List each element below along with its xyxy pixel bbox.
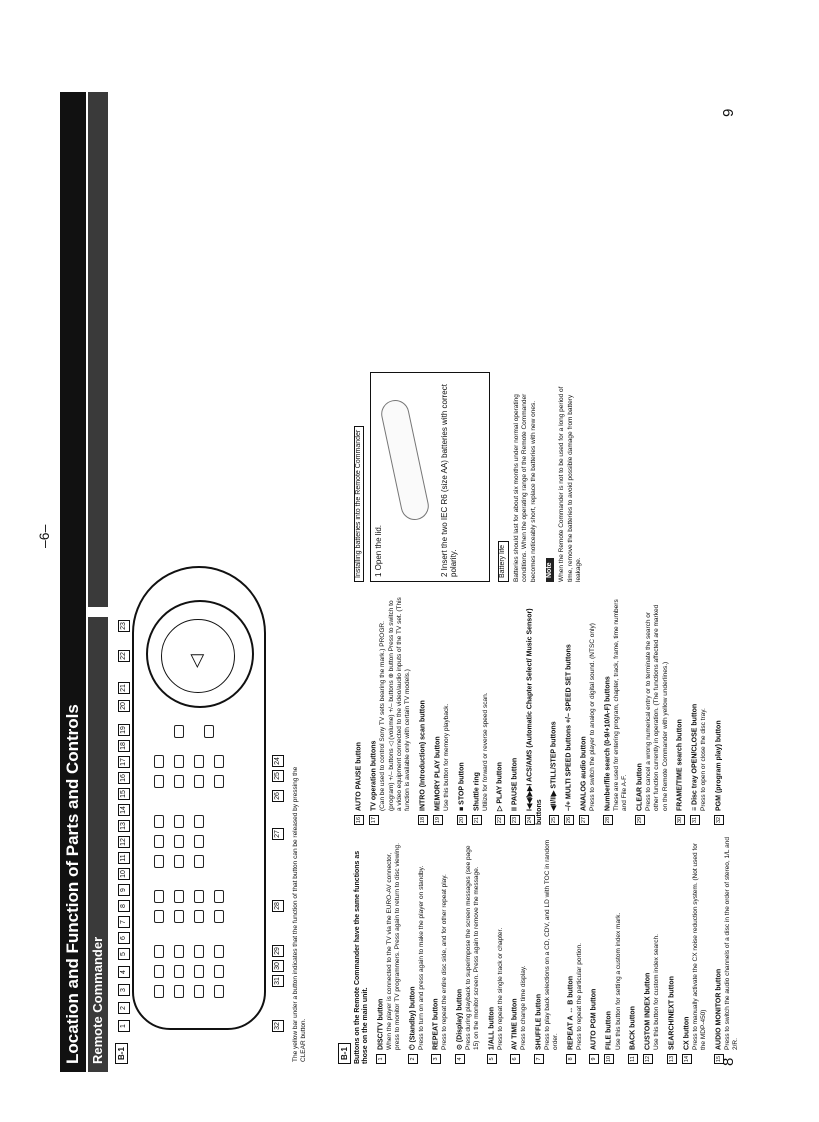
item-title: –/+ MULTI SPEED buttons +/– SPEED SET buttons	[565, 644, 573, 811]
page-number-left: 8	[720, 1057, 737, 1066]
item-number: 16	[356, 816, 362, 824]
item-title: II PAUSE button	[512, 757, 520, 811]
remote-commander-illustration	[132, 566, 266, 1030]
section-title: Remote Commander	[90, 936, 105, 1064]
item-description: Press to repeat the particular portion.	[575, 943, 583, 1050]
list-item	[714, 836, 741, 1064]
item-number: 7	[534, 1054, 544, 1064]
list-item	[408, 836, 427, 1064]
list-item	[579, 597, 598, 825]
list-item	[431, 836, 450, 1064]
item-description: Use this button for custom index search.	[653, 934, 661, 1050]
item-number: 22	[497, 816, 504, 824]
remote-key	[214, 775, 224, 788]
remote-key	[154, 775, 164, 788]
item-description: Press to repeat the entire disc side, and for other repeat play.	[441, 874, 449, 1050]
list-item	[487, 836, 506, 1064]
remote-key	[194, 890, 204, 903]
remote-key	[154, 855, 164, 868]
item-number: 29	[636, 816, 643, 824]
item-description: Press to change time display.	[520, 965, 528, 1050]
remote-key	[154, 815, 164, 828]
remote-key	[154, 835, 164, 848]
callout: 11	[118, 852, 130, 864]
remote-key	[194, 855, 204, 868]
item-number: 18	[419, 816, 426, 824]
item-number: 15	[715, 1055, 722, 1063]
remote-key	[174, 985, 184, 998]
intro-text: Buttons on the Remote Commander have the same functions as those on the main unit.	[354, 850, 370, 1064]
remote-key	[214, 945, 224, 958]
list-column-1	[354, 836, 746, 1064]
item-description: Press to repeat the single track or chapter.	[496, 927, 504, 1050]
item-number: 25	[550, 816, 557, 824]
item-title: AUTO PGM button	[591, 988, 598, 1050]
item-number: 30	[677, 816, 684, 824]
remote-key	[214, 985, 224, 998]
remote-key	[214, 755, 224, 768]
item-number: 9	[589, 1054, 599, 1064]
item-number: 14	[683, 1055, 690, 1063]
item-title: Shuttle ring	[473, 772, 481, 811]
item-description: Press to cancel a wrong numerical entry or to terminate the search or other function currently in operation. (The functions affected are marked on the Remote Commander with yellow underlines.)	[644, 604, 669, 811]
item-title: 1/ALL button	[488, 1006, 496, 1050]
callout: 15	[118, 788, 130, 800]
callout: 8	[118, 900, 130, 912]
list-item	[376, 836, 403, 1064]
list-item	[433, 597, 452, 825]
remote-key	[174, 910, 184, 923]
item-title: I◀◀/▶▶I ACS/AMS (Automatic Chapter Select/ Music Sensor) buttons	[527, 608, 543, 825]
remote-key	[194, 815, 204, 828]
remote-key	[174, 835, 184, 848]
list-item	[589, 836, 599, 1064]
remote-key	[154, 890, 164, 903]
note-title: Note	[546, 558, 554, 582]
callout: 25	[272, 770, 284, 782]
callout: 3	[118, 984, 130, 996]
list-item	[510, 836, 529, 1064]
item-title: BACK button	[629, 1006, 637, 1050]
item-number: 10	[606, 1055, 613, 1063]
item-title: SEARCH/NEXT button	[668, 976, 676, 1050]
callout: 10	[118, 868, 130, 880]
page-title: Location and Function of Parts and Controls	[63, 704, 82, 1064]
list-item	[510, 597, 520, 825]
item-title: AV TIME button	[512, 998, 519, 1050]
list-item	[714, 597, 724, 825]
section-bar	[88, 617, 108, 1072]
list-item	[628, 836, 638, 1064]
title-bar	[60, 92, 86, 1072]
callout: 20	[118, 700, 130, 712]
list-item	[604, 836, 623, 1064]
item-number: 31	[692, 816, 699, 824]
list-item	[667, 836, 677, 1064]
item-number: 24	[527, 816, 534, 824]
item-number: 13	[668, 1055, 675, 1063]
callout: 19	[118, 724, 130, 736]
item-title: CUSTOM INDEX button	[644, 972, 652, 1050]
battery-life-title: Battery life	[498, 541, 508, 582]
callout: 17	[118, 756, 130, 768]
list-item	[564, 597, 574, 825]
remote-key	[194, 910, 204, 923]
item-description: Press to turn on and press again to make the player on standby.	[417, 865, 425, 1050]
list-item	[566, 836, 585, 1064]
item-title: PGM (program play) button	[715, 720, 723, 811]
item-description: Press to open or close the disc tray.	[700, 708, 708, 811]
list-item	[418, 597, 428, 825]
callout: 12	[118, 836, 130, 848]
remote-key	[154, 945, 164, 958]
list-item	[675, 597, 685, 825]
center-page-number: –6–	[36, 524, 52, 548]
item-title: CX button	[683, 1016, 691, 1050]
remote-lid-illustration	[379, 397, 432, 522]
battery-box	[370, 372, 490, 582]
callout: 28	[272, 900, 284, 912]
remote-key	[214, 910, 224, 923]
list-item	[457, 597, 467, 825]
list-column-2	[354, 597, 729, 825]
item-title: FILE button	[606, 1011, 614, 1050]
battery-step-2: 2 Insert the two IEC R6 (size AA) batteries with correct polarity.	[440, 384, 458, 577]
item-title: AUTO PAUSE button	[355, 742, 363, 811]
item-number: 28	[604, 816, 611, 824]
item-description: Press to switch the audio channels of a disc in the order of stereo, 1/L and 2/R.	[723, 837, 740, 1050]
remote-key	[174, 855, 184, 868]
item-description: When the player is connected to the TV via the EURO-AV connector, press to monitor TV programmers. Press again to return to disc viewing.	[385, 843, 402, 1050]
battery-column	[354, 372, 584, 582]
item-description: Press to manually activate the CX noise reduction system. (Not used for the MDP-450)	[691, 842, 708, 1050]
callout: 6	[118, 932, 130, 944]
remote-key	[174, 725, 184, 738]
remote-key	[154, 755, 164, 768]
diagram-footnote: The yellow bar under a button indicates that the function of that button can be released by pressing the CLEAR button.	[292, 766, 308, 1062]
list-tag: B-1	[338, 1043, 351, 1064]
callout: 26	[272, 790, 284, 802]
remote-key	[194, 945, 204, 958]
rotated-manual-page	[60, 92, 760, 1072]
callout: 5	[118, 948, 130, 960]
callout: 14	[118, 804, 130, 816]
item-title: REPEAT A ↔ B button	[567, 975, 575, 1050]
list-item	[643, 836, 662, 1064]
callout: 16	[118, 772, 130, 784]
item-title: MEMORY PLAY button	[434, 736, 442, 811]
item-title: AUDIO MONITOR button	[715, 968, 723, 1050]
callout: 13	[118, 820, 130, 832]
item-description: These are used for entering program, chapter, track, frame, time numbers and File A-F.	[612, 599, 629, 811]
callout: 29	[272, 945, 284, 957]
remote-key	[194, 755, 204, 768]
remote-key	[214, 965, 224, 978]
callout: 21	[118, 682, 130, 694]
item-title: FRAME/TIME search button	[676, 719, 684, 811]
list-item	[354, 597, 364, 825]
remote-key	[154, 965, 164, 978]
item-number: 4	[455, 1054, 465, 1064]
remote-key	[174, 890, 184, 903]
item-number: 6	[510, 1054, 520, 1064]
remote-key	[194, 985, 204, 998]
remote-key	[194, 835, 204, 848]
item-description: Press during playback to superimpose the screen messages (see page 15) on the monitor screen. Press again to remove the message.	[464, 845, 481, 1050]
list-item	[603, 597, 630, 825]
battery-life-text: Batteries should last for about six months under normal operating conditions. When the operating range of the Remote Commander becomes noticeably short, replace the batteries with new ones.	[512, 393, 537, 582]
item-title: ⊙ (Display) button	[456, 988, 464, 1050]
list-item	[495, 597, 505, 825]
item-title: INTRO (Introduction) scan button	[419, 700, 427, 811]
remote-key	[214, 890, 224, 903]
item-title: SHUFFLE button	[535, 994, 543, 1050]
remote-key	[154, 985, 164, 998]
callout: 18	[118, 740, 130, 752]
callout: 4	[118, 966, 130, 978]
list-item	[534, 836, 561, 1064]
item-title: ◀II/II▶ STILL/STEP buttons	[550, 721, 558, 811]
item-description: (Can be used to control Sony TV sets bearing the mark.) PROGR. (program) +/– buttons ◁ (volume) +/– buttons ⊕ button Press to switch to a video equipment connected to the video/audio inputs of the TV set. (This function is available only with certain TV models.)	[379, 597, 412, 811]
item-title: ▷ PLAY button	[496, 762, 504, 811]
list-item	[635, 597, 670, 825]
list-item	[525, 597, 544, 825]
play-triangle-icon: ◁	[186, 654, 206, 668]
item-number: 3	[431, 1054, 441, 1064]
item-title: TV operation buttons	[370, 740, 378, 811]
remote-key	[174, 965, 184, 978]
callout: 7	[118, 916, 130, 928]
item-number: 8	[566, 1054, 576, 1064]
battery-section-title: Installing batteries into the Remote Commander	[354, 426, 364, 582]
item-number: 1	[376, 1054, 386, 1064]
callout: 23	[118, 620, 130, 632]
item-title: ■ STOP button	[458, 762, 466, 811]
item-number: 2	[408, 1054, 418, 1064]
item-number: 17	[371, 816, 378, 824]
remote-key	[194, 965, 204, 978]
remote-key	[154, 910, 164, 923]
list-item	[472, 597, 491, 825]
item-title: DISC/TV button	[377, 998, 385, 1050]
callout: 31	[272, 975, 284, 987]
item-number: 23	[512, 816, 519, 824]
remote-key	[204, 725, 214, 738]
item-description: Press to play back selections on a CD, CDV, and LD with TOC in random order.	[543, 839, 560, 1050]
callout: 9	[118, 884, 130, 896]
page-number-right: 9	[720, 108, 737, 117]
item-description: Utilize for forward or reverse speed scan.	[481, 692, 489, 811]
callout: 32	[272, 1020, 284, 1032]
item-title: ⏻ (Standby) button	[409, 986, 417, 1050]
item-description: Use this button for memory playback.	[443, 703, 451, 811]
item-number: 11	[628, 1054, 638, 1064]
item-number: 21	[473, 816, 480, 824]
callout: 2	[118, 1002, 130, 1014]
callout: 1	[118, 1020, 130, 1032]
diagram-tag: B-1	[115, 1043, 128, 1064]
section-bar-right	[88, 92, 108, 607]
list-item	[682, 836, 709, 1064]
remote-key	[174, 775, 184, 788]
item-number: 27	[581, 816, 588, 824]
item-description: Use this button for setting a custom index mark.	[614, 912, 622, 1050]
callout: 27	[272, 828, 284, 840]
callout: 22	[118, 650, 130, 662]
list-item	[455, 836, 482, 1064]
remote-key	[194, 775, 204, 788]
item-title: Number/file search (0-9/+10/A-F) buttons	[604, 676, 612, 811]
item-number: 32	[715, 816, 722, 824]
item-title: REPEAT button	[433, 998, 440, 1050]
item-number: 20	[458, 816, 465, 824]
list-item	[690, 597, 709, 825]
item-title: ≡ Disc tray OPEN/CLOSE button	[691, 703, 699, 811]
list-item	[549, 597, 559, 825]
battery-step-1: 1 Open the lid.	[374, 524, 384, 577]
remote-key	[174, 945, 184, 958]
item-number: 26	[566, 816, 573, 824]
note-text: When the Remote Commander is not to be used for a long period of time, remove the batteries to avoid possible damage from battery leakage.	[558, 386, 583, 582]
item-description: Press to switch the player to analog or digital sound. (NTSC only)	[589, 623, 597, 811]
list-item	[369, 597, 413, 825]
item-title: CLEAR button	[636, 763, 644, 811]
item-title: ANALOG audio button	[580, 736, 588, 811]
callout: 24	[272, 755, 284, 767]
callout: 30	[272, 960, 284, 972]
item-number: 5	[487, 1054, 497, 1064]
item-number: 19	[435, 816, 441, 824]
remote-key	[174, 755, 184, 768]
item-number: 12	[645, 1055, 652, 1063]
remote-key	[174, 815, 184, 828]
